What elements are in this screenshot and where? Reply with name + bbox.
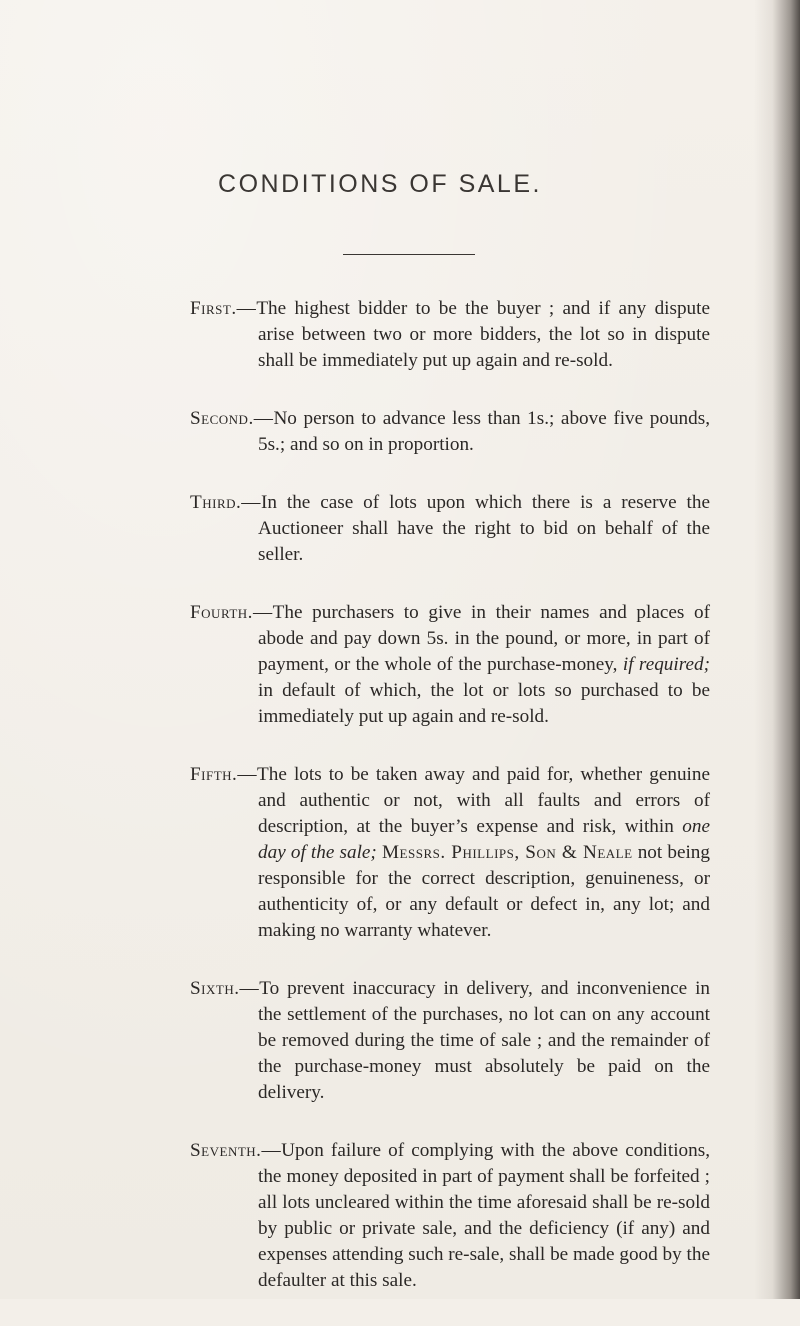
condition-sixth	[190, 976, 710, 1106]
condition-fourth	[190, 600, 710, 730]
condition-seventh	[190, 1138, 710, 1294]
condition-text	[190, 976, 710, 1106]
condition-body-italic: one day of the sale;	[258, 816, 710, 863]
page-edge-shadow	[754, 0, 800, 1299]
condition-first	[190, 296, 710, 374]
condition-lead: Second.—	[190, 408, 274, 429]
condition-lead: Third.—	[190, 492, 261, 513]
condition-text	[190, 762, 710, 944]
condition-body: Upon failure of complying with the above conditions, the money deposited in part of payment shall be forfeited ; all lots uncleared within the time aforesaid shall be re-sold by public or private sale, and the deficiency (if any) and expenses attending such re-sale, shall be made good by the defaulter at this sale.	[258, 1140, 710, 1291]
title-rule	[343, 254, 475, 255]
condition-third	[190, 490, 710, 568]
condition-lead: First.—	[190, 298, 257, 319]
condition-lead: Fifth.—	[190, 764, 258, 785]
condition-text	[190, 296, 710, 374]
condition-body-start: The lots to be taken away and paid for, whether genuine and authentic or not, with all faults and errors of description, at the buyer’s expense and risk, within	[257, 764, 710, 837]
condition-lead: Seventh.—	[190, 1140, 282, 1161]
condition-body: To prevent inaccuracy in delivery, and inconvenience in the settlement of the purchases, no lot can on any account be removed during the time of sale ; and the remainder of the purchase-money must absolutely be paid on the delivery.	[258, 978, 710, 1103]
condition-lead: Fourth.—	[190, 602, 273, 623]
condition-body: No person to advance less than 1s.; above five pounds, 5s.; and so on in proportion.	[258, 408, 710, 455]
conditions-list	[190, 296, 710, 1326]
condition-body-start: The purchasers to give in their names and places of abode and pay down 5s. in the pound, or more, in part of payment, or the whole of the purchase-money,	[258, 602, 710, 675]
condition-fifth	[190, 762, 710, 944]
condition-body: The highest bidder to be the buyer ; and if any dispute arise between two or more bidders, the lot so in dispute shall be immediately put up again and re-sold.	[256, 298, 710, 371]
condition-body-end: not being responsible for the correct description, genuineness, or authenticity of, or any default or defect in, any lot; and making no warranty whatever.	[258, 842, 710, 941]
condition-text	[190, 1138, 710, 1294]
condition-body-italic: if required;	[622, 654, 710, 675]
page-title: CONDITIONS OF SALE.	[218, 170, 542, 198]
condition-text	[190, 406, 710, 458]
condition-body: In the case of lots upon which there is a reserve the Auctioneer shall have the right to bid on behalf of the seller.	[258, 492, 710, 565]
condition-text	[190, 490, 710, 568]
condition-body-end: in default of which, the lot or lots so purchased to be immediately put up again and re-sold.	[258, 680, 710, 727]
condition-lead: Sixth.—	[190, 978, 260, 999]
auctioneer-firm-name: Messrs. Phillips, Son & Neale	[381, 842, 633, 863]
condition-text	[190, 600, 710, 730]
condition-second	[190, 406, 710, 458]
